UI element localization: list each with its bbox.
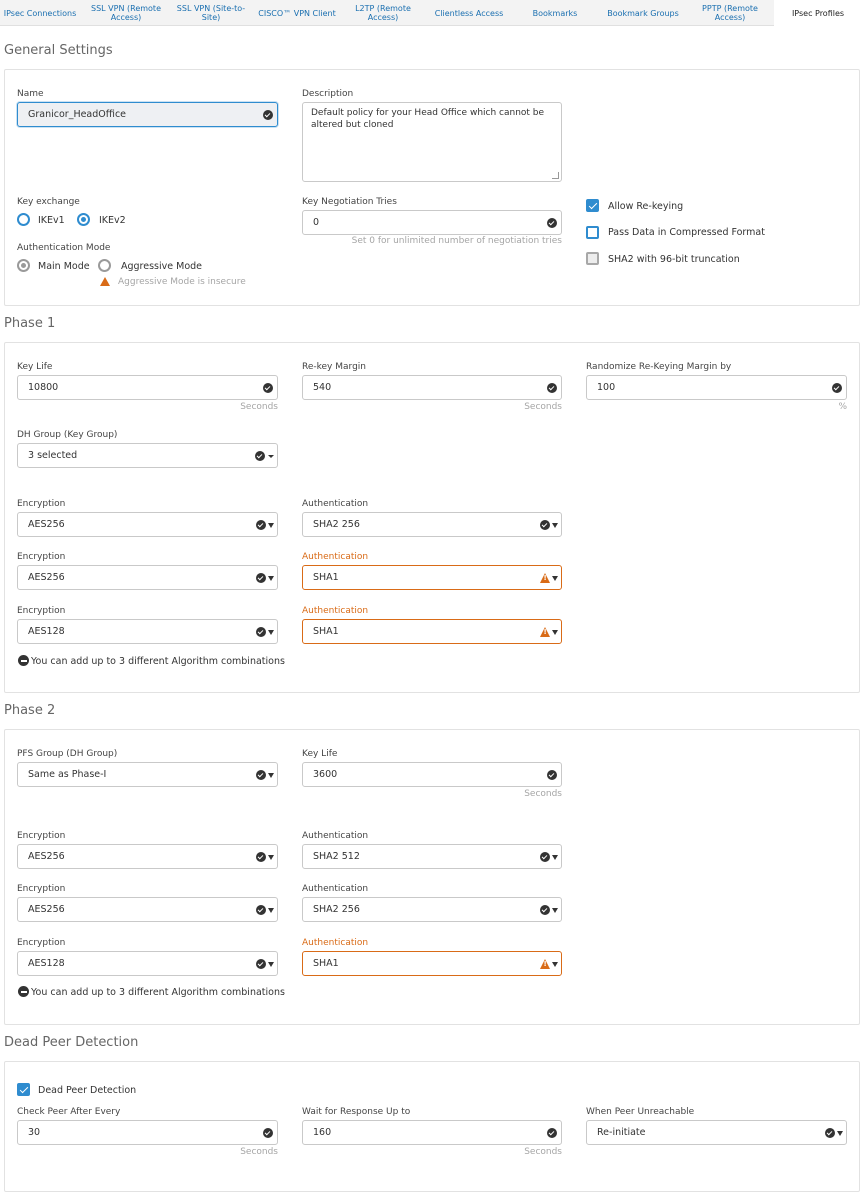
warning-icon [100, 277, 110, 286]
p1-randomize-value: 100 [597, 382, 616, 393]
p2-auth3-value: SHA1 [313, 958, 339, 969]
chevron-down-icon [552, 576, 558, 581]
p1-dh-group-label: DH Group (Key Group) [17, 430, 118, 440]
p1-combos-note: You can add up to 3 different Algorithm combinations [31, 656, 285, 667]
ikev2-label: IKEv2 [99, 215, 126, 226]
tab-bookmarks[interactable]: Bookmarks [532, 8, 578, 18]
p1-key-life-unit: Seconds [240, 402, 278, 412]
main-mode-label: Main Mode [38, 261, 90, 272]
dpd-unreachable-select[interactable] [586, 1120, 847, 1145]
key-negotiation-hint: Set 0 for unlimited number of negotiation tries [351, 236, 562, 246]
p1-dh-group-value: 3 selected [28, 450, 78, 461]
p1-rekey-margin-input[interactable] [302, 375, 562, 400]
description-value: Default policy for your Head Office which cannot be altered but cloned [311, 108, 545, 130]
tab-pptp[interactable]: PPTP (Remote Access) [702, 4, 758, 22]
valid-check-icon [256, 770, 266, 780]
name-label: Name [17, 89, 44, 99]
dpd-wait-input[interactable] [302, 1120, 562, 1145]
name-value: Granicor_HeadOffice [28, 109, 127, 120]
chevron-down-icon [268, 576, 274, 581]
ikev1-label: IKEv1 [38, 215, 65, 226]
p2-enc3-select[interactable] [17, 951, 278, 976]
ikev2-radio[interactable] [77, 213, 90, 226]
key-negotiation-input[interactable] [302, 210, 562, 235]
valid-check-icon [255, 451, 265, 461]
dpd-check-label: Check Peer After Every [17, 1107, 121, 1117]
main-mode-radio [17, 259, 30, 272]
dpd-check-unit: Seconds [240, 1147, 278, 1157]
valid-check-icon [263, 383, 273, 393]
p1-key-life-label: Key Life [17, 362, 53, 372]
p1-randomize-input[interactable] [586, 375, 847, 400]
pass-compressed-checkbox[interactable] [586, 226, 599, 239]
aggressive-mode-radio [98, 259, 111, 272]
valid-check-icon [547, 1128, 557, 1138]
description-textarea[interactable] [302, 102, 562, 182]
allow-rekey-checkbox[interactable] [586, 199, 599, 212]
warning-icon [540, 627, 550, 637]
p2-enc2-label: Encryption [17, 884, 66, 894]
p1-enc1-value: AES256 [28, 519, 65, 530]
dpd-enable-checkbox[interactable] [17, 1083, 30, 1096]
p1-key-life-input[interactable] [17, 375, 278, 400]
p1-auth3-value: SHA1 [313, 626, 339, 637]
p1-auth3-select[interactable] [302, 619, 562, 644]
valid-check-icon [832, 383, 842, 393]
p1-randomize-unit: % [838, 402, 847, 412]
valid-check-icon [547, 770, 557, 780]
ikev1-radio[interactable] [17, 213, 30, 226]
p2-key-life-unit: Seconds [524, 789, 562, 799]
chevron-down-icon [837, 1131, 843, 1136]
p1-randomize-label: Randomize Re-Keying Margin by [586, 362, 732, 372]
p2-key-life-value: 3600 [313, 769, 338, 780]
tab-ipsec-connections[interactable]: IPsec Connections [3, 8, 77, 18]
p2-enc1-value: AES256 [28, 851, 65, 862]
chevron-down-icon [268, 630, 274, 635]
phase2-title: Phase 2 [4, 703, 56, 718]
remove-combination-icon[interactable] [18, 655, 29, 666]
p1-enc2-label: Encryption [17, 552, 66, 562]
dpd-unreachable-value: Re-initiate [597, 1127, 646, 1138]
p2-auth1-select[interactable] [302, 844, 562, 869]
aggressive-warning-text: Aggressive Mode is insecure [118, 277, 246, 287]
key-exchange-label: Key exchange [17, 197, 80, 207]
dpd-check-input[interactable] [17, 1120, 278, 1145]
tab-clientless[interactable]: Clientless Access [434, 8, 504, 18]
p1-key-life-value: 10800 [28, 382, 59, 393]
chevron-down-icon [552, 908, 558, 913]
p1-rekey-margin-label: Re-key Margin [302, 362, 366, 372]
p1-auth1-value: SHA2 256 [313, 519, 360, 530]
p1-enc3-select[interactable] [17, 619, 278, 644]
p1-dh-group-select[interactable] [17, 443, 278, 468]
p2-enc1-label: Encryption [17, 831, 66, 841]
chevron-down-icon [268, 908, 274, 913]
p2-pfs-value: Same as Phase-I [28, 769, 107, 780]
p2-pfs-label: PFS Group (DH Group) [17, 749, 118, 759]
p1-auth3-label: Authentication [302, 606, 369, 616]
p1-auth1-select[interactable] [302, 512, 562, 537]
remove-combination-icon[interactable] [18, 986, 29, 997]
p1-enc1-select[interactable] [17, 512, 278, 537]
key-negotiation-label: Key Negotiation Tries [302, 197, 397, 207]
aggressive-mode-label: Aggressive Mode [121, 261, 203, 272]
pass-compressed-label: Pass Data in Compressed Format [608, 227, 765, 238]
key-negotiation-value: 0 [313, 217, 320, 228]
dpd-unreachable-label: When Peer Unreachable [586, 1107, 695, 1117]
p2-auth2-select[interactable] [302, 897, 562, 922]
warning-icon [540, 959, 550, 969]
tab-bookmark-groups[interactable]: Bookmark Groups [607, 8, 679, 18]
auth-mode-label: Authentication Mode [17, 243, 111, 253]
p1-auth2-label: Authentication [302, 552, 369, 562]
sha2-truncation-label: SHA2 with 96-bit truncation [608, 254, 740, 265]
p1-auth2-select[interactable] [302, 565, 562, 590]
valid-check-icon [540, 520, 550, 530]
dpd-check-value: 30 [28, 1127, 41, 1138]
p1-rekey-margin-value: 540 [313, 382, 332, 393]
p2-pfs-select[interactable] [17, 762, 278, 787]
tab-l2tp[interactable]: L2TP (Remote Access) [355, 4, 411, 22]
p2-key-life-label: Key Life [302, 749, 338, 759]
p2-auth2-value: SHA2 256 [313, 904, 360, 915]
p2-key-life-input[interactable] [302, 762, 562, 787]
tab-ssl-vpn-site[interactable]: SSL VPN (Site-to-Site) [176, 4, 246, 22]
p2-combos-note: You can add up to 3 different Algorithm combinations [31, 987, 285, 998]
p2-enc3-label: Encryption [17, 938, 66, 948]
p2-enc1-select[interactable] [17, 844, 278, 869]
p1-rekey-margin-unit: Seconds [524, 402, 562, 412]
dpd-title: Dead Peer Detection [4, 1035, 139, 1050]
tab-bar [0, 0, 862, 26]
chevron-down-icon [268, 773, 274, 778]
valid-check-icon [540, 905, 550, 915]
p2-enc2-select[interactable] [17, 897, 278, 922]
p1-enc3-label: Encryption [17, 606, 66, 616]
valid-check-icon [540, 852, 550, 862]
dpd-wait-unit: Seconds [524, 1147, 562, 1157]
chevron-down-icon [268, 855, 274, 860]
general-settings-title: General Settings [4, 43, 113, 58]
p2-auth1-label: Authentication [302, 831, 369, 841]
tab-ipsec-profiles[interactable]: IPsec Profiles [774, 0, 862, 27]
p1-enc2-select[interactable] [17, 565, 278, 590]
p1-enc1-label: Encryption [17, 499, 66, 509]
chevron-down-icon [552, 855, 558, 860]
valid-check-icon [256, 573, 266, 583]
p2-auth1-value: SHA2 512 [313, 851, 360, 862]
dpd-enable-label: Dead Peer Detection [38, 1085, 137, 1096]
tab-cisco-vpn[interactable]: CISCO™ VPN Client [258, 8, 336, 18]
allow-rekey-label: Allow Re-keying [608, 201, 684, 212]
p2-auth3-select[interactable] [302, 951, 562, 976]
valid-check-icon [256, 627, 266, 637]
chevron-down-icon [268, 962, 274, 967]
chevron-down-icon [268, 455, 274, 458]
name-input[interactable] [17, 102, 278, 127]
p1-auth2-value: SHA1 [313, 572, 339, 583]
valid-check-icon [256, 959, 266, 969]
dpd-wait-value: 160 [313, 1127, 332, 1138]
valid-check-icon [547, 218, 557, 228]
valid-check-icon [256, 905, 266, 915]
chevron-down-icon [552, 523, 558, 528]
p1-enc3-value: AES128 [28, 626, 65, 637]
valid-check-icon [256, 852, 266, 862]
description-label: Description [302, 89, 354, 99]
valid-check-icon [256, 520, 266, 530]
p2-auth2-label: Authentication [302, 884, 369, 894]
warning-icon [540, 573, 550, 583]
p2-auth3-label: Authentication [302, 938, 369, 948]
tab-ssl-vpn-remote[interactable]: SSL VPN (Remote Access) [91, 4, 161, 22]
sha2-truncation-checkbox [586, 252, 599, 265]
valid-check-icon [263, 110, 273, 120]
valid-check-icon [825, 1128, 835, 1138]
dpd-wait-label: Wait for Response Up to [302, 1107, 411, 1117]
p1-enc2-value: AES256 [28, 572, 65, 583]
p1-auth1-label: Authentication [302, 499, 369, 509]
chevron-down-icon [552, 962, 558, 967]
valid-check-icon [547, 383, 557, 393]
chevron-down-icon [268, 523, 274, 528]
p2-enc3-value: AES128 [28, 958, 65, 969]
p2-enc2-value: AES256 [28, 904, 65, 915]
chevron-down-icon [552, 630, 558, 635]
phase1-title: Phase 1 [4, 316, 56, 331]
valid-check-icon [263, 1128, 273, 1138]
resize-handle-icon[interactable] [552, 172, 559, 179]
